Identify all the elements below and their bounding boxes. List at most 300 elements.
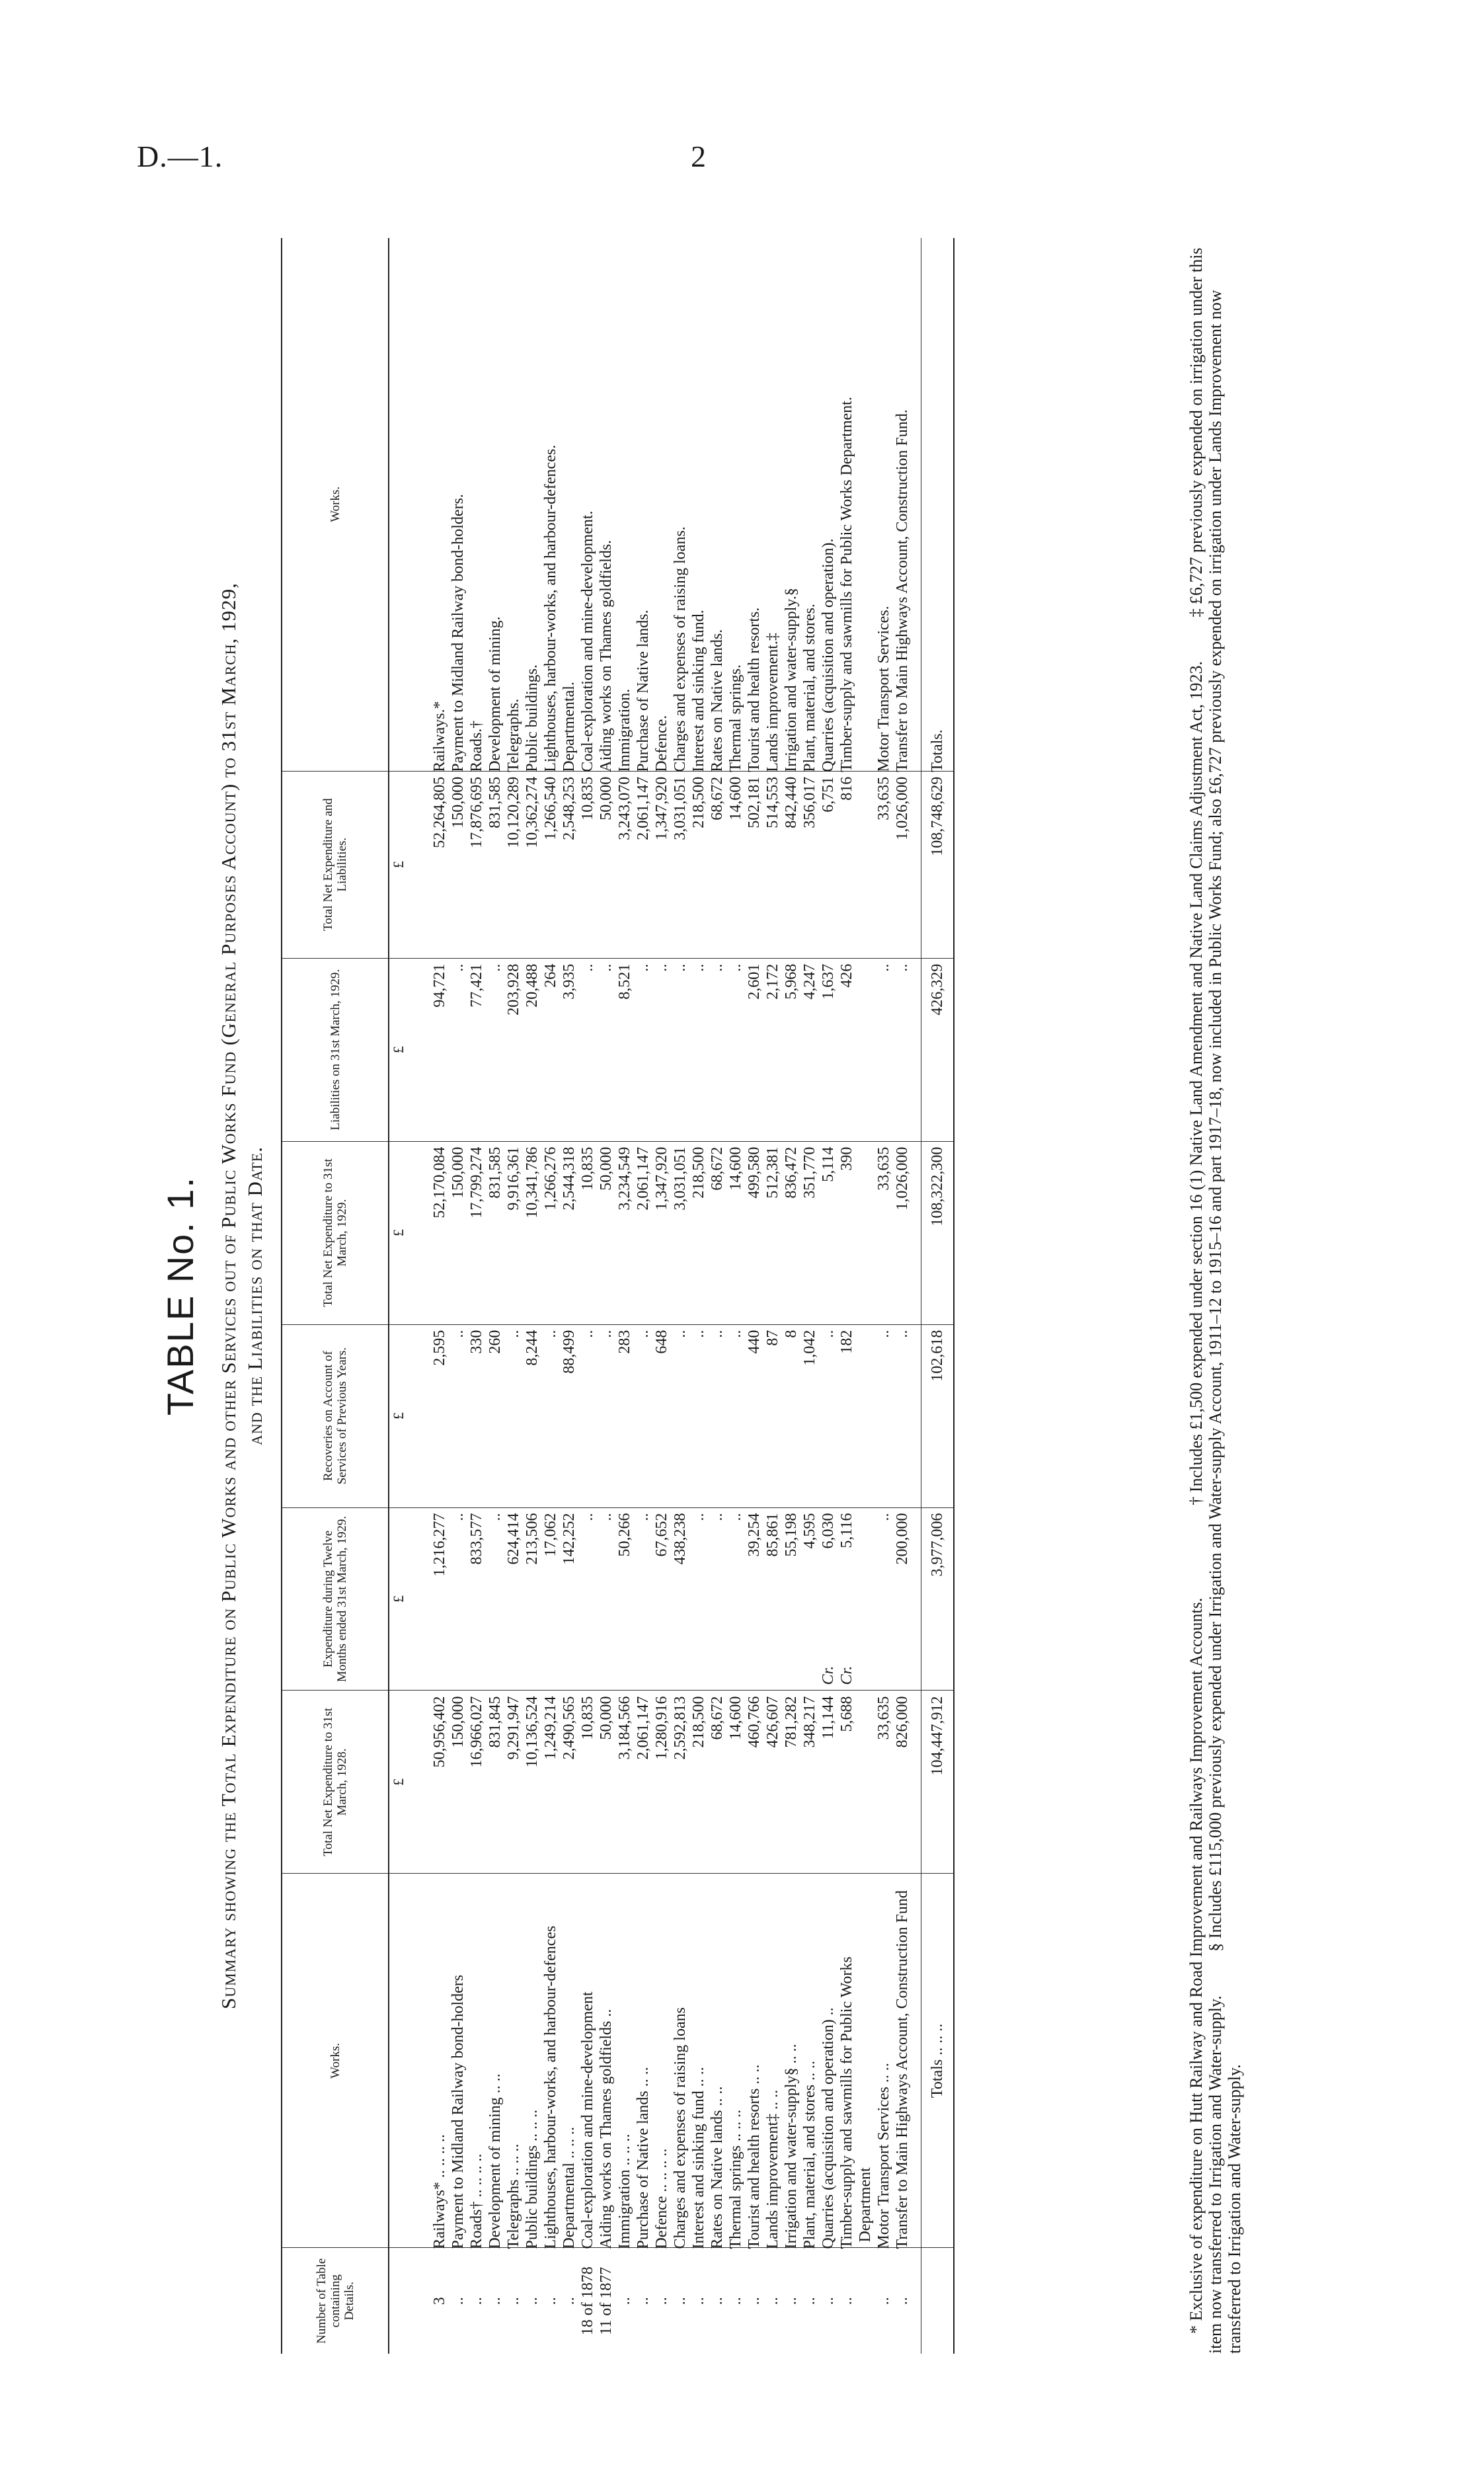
total-1929-cell: 2,544,318 <box>560 1141 578 1324</box>
total-1928-cell: 2,490,565 <box>560 1691 578 1874</box>
table-ref-cell: .. <box>875 2248 893 2354</box>
table-ref-cell: .. <box>449 2248 467 2354</box>
table-ref-cell: .. <box>745 2248 763 2354</box>
total-liabilities-cell: 50,000 <box>597 771 615 958</box>
expenditure-cell <box>893 1507 921 1691</box>
table-row <box>801 238 819 2354</box>
total-1928-cell: 2,061,147 <box>634 1691 652 1874</box>
page-code: D.—1. <box>137 140 223 173</box>
total-liabilities-cell: 842,440 <box>782 771 801 958</box>
table-row <box>671 238 689 2354</box>
table-works-right-cell: Irrigation and water-supply.§ <box>783 588 800 772</box>
table-row <box>782 238 801 2354</box>
expenditure-value: .. <box>449 1513 467 1521</box>
total-1929-cell: 836,472 <box>782 1141 801 1324</box>
table-works-cell: Rates on Native lands .. .. <box>708 1874 726 2248</box>
table-title-line2: and the Liabilities on that Date. <box>243 1146 266 1445</box>
totals-liab-cell: 426,329 <box>921 958 955 1141</box>
header-total-1929: Total Net Expenditure to 31st March, 1929. <box>282 1141 389 1324</box>
liabilities-cell: 426 <box>838 958 875 1141</box>
expenditure-cell <box>652 1507 671 1691</box>
liabilities-cell: .. <box>449 958 467 1141</box>
total-1929-cell: 1,026,000 <box>893 1141 921 1324</box>
expenditure-value: .. <box>690 1513 707 1521</box>
table-row <box>652 238 671 2354</box>
total-1928-cell: 831,845 <box>486 1691 504 1874</box>
total-1928-cell: 11,144 <box>819 1691 838 1874</box>
header-expenditure-year: Expenditure during Twelve Months ended 31st March, 1929. <box>282 1507 389 1691</box>
expenditure-value: .. <box>579 1513 596 1521</box>
table-works-cell: Telegraphs .. .. .. <box>504 1874 523 2248</box>
table-title-line1: Summary showing the Total Expenditure on Public Works and other Services out of Public Works Fund (General Purposes Account) to 31st March, 1929, <box>217 582 240 2009</box>
table-works-cell: Defence .. .. .. .. <box>652 1874 671 2248</box>
table-ref-cell: .. <box>652 2248 671 2354</box>
total-1929-cell: 1,266,276 <box>541 1141 560 1324</box>
header-works-right: Works. <box>282 238 389 771</box>
recoveries-cell: 1,042 <box>801 1324 819 1507</box>
total-1929-cell: 17,799,274 <box>467 1141 486 1324</box>
table-works-right-cell: Rates on Native lands. <box>709 629 726 772</box>
table-row <box>486 238 504 2354</box>
table-works-right-cell: Timber-supply and sawmills for Public Works Department. <box>838 397 855 772</box>
recoveries-cell: 330 <box>467 1324 486 1507</box>
total-1929-cell: 10,341,786 <box>523 1141 541 1324</box>
expenditure-cell <box>745 1507 763 1691</box>
total-liabilities-cell: 816 <box>838 771 875 958</box>
liabilities-cell: .. <box>689 958 708 1141</box>
table-ref-cell: .. <box>726 2248 745 2354</box>
table-row <box>597 238 615 2354</box>
expenditure-cell <box>634 1507 652 1691</box>
total-1928-cell: 781,282 <box>782 1691 801 1874</box>
expenditure-cell <box>449 1507 467 1691</box>
total-liabilities-cell: 831,585 <box>486 771 504 958</box>
table-works-cell: Development of mining .. .. <box>486 1874 504 2248</box>
table-works-right-cell: Payment to Midland Railway bond-holders. <box>449 494 467 772</box>
table-works-right-cell: Charges and expenses of raising loans. <box>672 526 689 772</box>
recoveries-cell: .. <box>504 1324 523 1507</box>
footnote-dagger: † Includes £1,500 expended under section 16 (1) Native Land Amendment and Native Land Claims Adjustment Act, 1923. <box>1187 660 1206 1505</box>
table-works-cell: Timber-supply and sawmills for Public Works Department <box>838 1874 875 2248</box>
credit-marker: Cr. <box>838 1665 855 1685</box>
liabilities-cell: .. <box>597 958 615 1141</box>
total-1928-cell: 218,500 <box>689 1691 708 1874</box>
total-1929-cell: 14,600 <box>726 1141 745 1324</box>
totals-tot-cell: 108,748,629 <box>921 771 955 958</box>
total-liabilities-cell: 514,553 <box>763 771 782 958</box>
expenditure-value: 17,062 <box>542 1513 559 1557</box>
total-1929-cell: 2,061,147 <box>634 1141 652 1324</box>
footnote-star: * Exclusive of expenditure on Hutt Railway and Road Improvement and Railways Improvement Accounts. <box>1187 1597 1206 2334</box>
table-works-right-cell: Motor Transport Services. <box>875 606 892 772</box>
total-1928-cell: 1,249,214 <box>541 1691 560 1874</box>
liabilities-cell: 2,601 <box>745 958 763 1141</box>
total-1929-cell: 5,114 <box>819 1141 838 1324</box>
total-1928-cell: 3,184,566 <box>615 1691 634 1874</box>
expenditure-cell <box>819 1507 838 1691</box>
table-ref-cell: .. <box>763 2248 782 2354</box>
table-row <box>745 238 763 2354</box>
totals-t1928-cell: 104,447,912 <box>921 1691 955 1874</box>
expenditure-cell <box>708 1507 726 1691</box>
recoveries-cell: 182 <box>838 1324 875 1507</box>
table-row <box>893 238 921 2354</box>
total-1929-cell: 3,031,051 <box>671 1141 689 1324</box>
table-works-right-cell: Aiding works on Thames goldfields. <box>598 539 615 772</box>
total-1929-cell: 3,234,549 <box>615 1141 634 1324</box>
table-row <box>467 238 486 2354</box>
expenditure-value: 1,216,277 <box>431 1513 448 1577</box>
table-row <box>708 238 726 2354</box>
liabilities-cell: .. <box>708 958 726 1141</box>
expenditure-value: .. <box>487 1513 504 1521</box>
total-1928-cell: 10,136,524 <box>523 1691 541 1874</box>
table-works-cell: Aiding works on Thames goldfields .. <box>597 1874 615 2248</box>
total-1929-cell: 390 <box>838 1141 875 1324</box>
spacer-row <box>408 238 430 2354</box>
table-ref-cell: .. <box>671 2248 689 2354</box>
totals-label: Totals .. .. .. <box>921 1874 955 2248</box>
liabilities-cell: .. <box>652 958 671 1141</box>
recoveries-cell: 283 <box>615 1324 634 1507</box>
total-liabilities-cell: 218,500 <box>689 771 708 958</box>
table-ref-cell: 11 of 1877 <box>597 2248 615 2354</box>
table-row <box>726 238 745 2354</box>
expenditure-value: .. <box>598 1513 615 1521</box>
expenditure-cell <box>838 1507 875 1691</box>
table-works-right-cell: Coal-exploration and mine-development. <box>579 510 596 772</box>
total-liabilities-cell: 1,266,540 <box>541 771 560 958</box>
header-number: Number of Table containing Details. <box>282 2248 389 2354</box>
table-row <box>763 238 782 2354</box>
liabilities-cell: .. <box>893 958 921 1141</box>
unit-symbol: £ <box>389 1141 408 1324</box>
table-ref-cell: .. <box>801 2248 819 2354</box>
expenditure-cell <box>763 1507 782 1691</box>
expenditure-value: 624,414 <box>505 1513 522 1565</box>
totals-exp-cell: 3,977,006 <box>921 1507 955 1691</box>
total-1928-cell: 50,000 <box>597 1691 615 1874</box>
table-works-right-cell: Railways.* <box>431 701 448 772</box>
expenditure-value: 39,254 <box>746 1513 763 1557</box>
table-ref-cell: .. <box>689 2248 708 2354</box>
expenditure-value: 142,252 <box>561 1513 578 1565</box>
expenditure-value: .. <box>875 1513 892 1521</box>
liabilities-cell: .. <box>486 958 504 1141</box>
credit-marker: Cr. <box>820 1665 837 1685</box>
table-ref-cell: 3 <box>430 2248 449 2354</box>
table-row <box>615 238 634 2354</box>
header-liabilities: Liabilities on 31st March, 1929. <box>282 958 389 1141</box>
expenditure-cell <box>430 1507 449 1691</box>
recoveries-cell: .. <box>578 1324 597 1507</box>
table-works-cell: Payment to Midland Railway bond-holders <box>449 1874 467 2248</box>
table-works-cell: Plant, material, and stores .. .. <box>801 1874 819 2248</box>
total-1929-cell: 10,835 <box>578 1141 597 1324</box>
total-1928-cell: 68,672 <box>708 1691 726 1874</box>
table-works-right-cell: Purchase of Native lands. <box>635 610 652 772</box>
unit-row <box>389 238 408 2354</box>
totals-rec-cell: 102,618 <box>921 1324 955 1507</box>
expenditure-value: 833,577 <box>468 1513 485 1565</box>
table-works-right-cell: Development of mining. <box>487 616 504 772</box>
liabilities-cell: .. <box>726 958 745 1141</box>
table-works-cell: Quarries (acquisition and operation) .. <box>819 1874 838 2248</box>
header-row <box>282 238 389 2354</box>
unit-symbol: £ <box>389 1324 408 1507</box>
table-works-right-cell: Plant, material, and stores. <box>801 604 818 772</box>
recoveries-cell: .. <box>893 1324 921 1507</box>
recoveries-cell: 2,595 <box>430 1324 449 1507</box>
expenditure-cell <box>578 1507 597 1691</box>
table-ref-cell: .. <box>486 2248 504 2354</box>
footnote-ddagger: ‡ £6,727 previously expended on irrigation under this item now transferred to Irrigation and Water-supply. <box>1187 247 1225 2354</box>
table-ref-cell: .. <box>523 2248 541 2354</box>
footnotes <box>1187 238 1244 2354</box>
expenditure-cell <box>504 1507 523 1691</box>
expenditure-value: 213,506 <box>524 1513 541 1565</box>
total-1928-cell: 33,635 <box>875 1691 893 1874</box>
recoveries-cell: .. <box>726 1324 745 1507</box>
rotated-table-block <box>159 238 1282 2354</box>
table-ref-cell: .. <box>467 2248 486 2354</box>
expenditure-value: 50,266 <box>616 1513 633 1557</box>
total-1928-cell: 16,966,027 <box>467 1691 486 1874</box>
table-works-cell: Transfer to Main Highways Account, Construction Fund <box>893 1874 921 2248</box>
total-1928-cell: 50,956,402 <box>430 1691 449 1874</box>
liabilities-cell: 1,637 <box>819 958 838 1141</box>
header-total-liabilities: Total Net Expenditure and Liabilities. <box>282 771 389 958</box>
expenditure-cell <box>726 1507 745 1691</box>
total-1928-cell: 10,835 <box>578 1691 597 1874</box>
recoveries-cell: 88,499 <box>560 1324 578 1507</box>
liabilities-cell: 77,421 <box>467 958 486 1141</box>
total-liabilities-cell: 150,000 <box>449 771 467 958</box>
total-liabilities-cell: 1,026,000 <box>893 771 921 958</box>
table-works-cell: Public buildings .. .. .. <box>523 1874 541 2248</box>
table-works-cell: Immigration .. .. .. <box>615 1874 634 2248</box>
total-1929-cell: 218,500 <box>689 1141 708 1324</box>
header-total-1928: Total Net Expenditure to 31st March, 1928. <box>282 1691 389 1874</box>
table-works-right-cell: Immigration. <box>616 688 633 772</box>
liabilities-cell: .. <box>634 958 652 1141</box>
total-liabilities-cell: 52,264,805 <box>430 771 449 958</box>
expenditure-value: 200,000 <box>894 1513 911 1565</box>
total-liabilities-cell: 356,017 <box>801 771 819 958</box>
table-works-cell: Motor Transport Services .. .. <box>875 1874 893 2248</box>
total-1928-cell: 426,607 <box>763 1691 782 1874</box>
liabilities-cell: 20,488 <box>523 958 541 1141</box>
expenditure-cell <box>541 1507 560 1691</box>
table-works-cell: Coal-exploration and mine-development <box>578 1874 597 2248</box>
total-1929-cell: 52,170,084 <box>430 1141 449 1324</box>
total-1929-cell: 9,916,361 <box>504 1141 523 1324</box>
total-1929-cell: 1,347,920 <box>652 1141 671 1324</box>
liabilities-cell: 8,521 <box>615 958 634 1141</box>
expenditure-value: 67,652 <box>653 1513 670 1557</box>
table-works-cell: Purchase of Native lands .. .. <box>634 1874 652 2248</box>
expenditure-value: .. <box>727 1513 744 1521</box>
expenditure-cell <box>486 1507 504 1691</box>
table-row <box>689 238 708 2354</box>
table-works-right-cell: Telegraphs. <box>505 698 522 772</box>
total-1929-cell: 351,770 <box>801 1141 819 1324</box>
expenditure-cell <box>560 1507 578 1691</box>
table-heading: TABLE No. 1. <box>159 1176 201 1416</box>
table-works-right-cell: Quarries (acquisition and operation). <box>820 538 837 772</box>
table-row <box>560 238 578 2354</box>
recoveries-cell: 648 <box>652 1324 671 1507</box>
recoveries-cell: 87 <box>763 1324 782 1507</box>
liabilities-cell: 94,721 <box>430 958 449 1141</box>
total-1929-cell: 499,580 <box>745 1141 763 1324</box>
table-works-cell: Lighthouses, harbour-works, and harbour-defences <box>541 1874 560 2248</box>
header-recoveries: Recoveries on Account of Services of Previous Years. <box>282 1324 389 1507</box>
liabilities-cell: 3,935 <box>560 958 578 1141</box>
expenditure-cell <box>801 1507 819 1691</box>
unit-symbol: £ <box>389 1507 408 1691</box>
table-row <box>523 238 541 2354</box>
table-ref-cell: .. <box>504 2248 523 2354</box>
table-ref-cell: 18 of 1878 <box>578 2248 597 2354</box>
summary-table <box>281 238 955 2354</box>
expenditure-value: 4,595 <box>801 1513 818 1549</box>
table-row <box>504 238 523 2354</box>
total-liabilities-cell: 6,751 <box>819 771 838 958</box>
table-works-right-cell: Departmental. <box>561 682 578 772</box>
total-1929-cell: 68,672 <box>708 1141 726 1324</box>
table-ref-cell: .. <box>541 2248 560 2354</box>
header-works: Works. <box>282 1874 389 2248</box>
recoveries-cell: .. <box>819 1324 838 1507</box>
totals-label-right: Totals. <box>921 238 955 771</box>
liabilities-cell: .. <box>578 958 597 1141</box>
liabilities-cell: 4,247 <box>801 958 819 1141</box>
total-1929-cell: 50,000 <box>597 1141 615 1324</box>
total-1929-cell: 512,381 <box>763 1141 782 1324</box>
total-liabilities-cell: 14,600 <box>726 771 745 958</box>
table-ref-cell: .. <box>893 2248 921 2354</box>
total-1928-cell: 826,000 <box>893 1691 921 1874</box>
expenditure-cell <box>875 1507 893 1691</box>
table-works-cell: Roads† .. .. .. .. <box>467 1874 486 2248</box>
total-liabilities-cell: 33,635 <box>875 771 893 958</box>
table-works-right-cell: Public buildings. <box>524 664 541 772</box>
table-ref-cell: .. <box>782 2248 801 2354</box>
page-number: 2 <box>691 140 706 173</box>
liabilities-cell: 5,968 <box>782 958 801 1141</box>
total-liabilities-cell: 1,347,920 <box>652 771 671 958</box>
totals-row <box>921 238 955 2354</box>
recoveries-cell: .. <box>708 1324 726 1507</box>
liabilities-cell: .. <box>875 958 893 1141</box>
expenditure-value: 5,116 <box>838 1513 855 1548</box>
total-1928-cell: 460,766 <box>745 1691 763 1874</box>
table-body <box>389 238 954 2354</box>
table-works-right-cell: Lands improvement.‡ <box>764 633 781 772</box>
table-row <box>875 238 893 2354</box>
table-row <box>634 238 652 2354</box>
recoveries-cell: 8,244 <box>523 1324 541 1507</box>
table-ref-cell: .. <box>560 2248 578 2354</box>
table-ref-cell: .. <box>634 2248 652 2354</box>
unit-symbol: £ <box>389 1691 408 1874</box>
expenditure-value: 55,198 <box>783 1513 800 1557</box>
unit-symbol: £ <box>389 771 408 958</box>
total-1929-cell: 150,000 <box>449 1141 467 1324</box>
table-row <box>578 238 597 2354</box>
total-1929-cell: 33,635 <box>875 1141 893 1324</box>
table-row <box>819 238 838 2354</box>
table-works-cell: Lands improvement‡ .. .. <box>763 1874 782 2248</box>
expenditure-value: .. <box>709 1513 726 1521</box>
total-1929-cell: 831,585 <box>486 1141 504 1324</box>
total-liabilities-cell: 10,120,289 <box>504 771 523 958</box>
total-1928-cell: 1,280,916 <box>652 1691 671 1874</box>
table-works-cell: Interest and sinking fund .. .. <box>689 1874 708 2248</box>
recoveries-cell: .. <box>449 1324 467 1507</box>
expenditure-value: .. <box>635 1513 652 1521</box>
recoveries-cell: .. <box>875 1324 893 1507</box>
table-works-cell: Thermal springs .. .. .. <box>726 1874 745 2248</box>
expenditure-cell <box>671 1507 689 1691</box>
table-row <box>430 238 449 2354</box>
table-works-right-cell: Interest and sinking fund. <box>690 610 707 772</box>
expenditure-value: 6,030 <box>820 1513 837 1549</box>
table-works-cell: Railways* .. .. .. .. <box>430 1874 449 2248</box>
table-row <box>541 238 560 2354</box>
recoveries-cell: 260 <box>486 1324 504 1507</box>
expenditure-cell <box>597 1507 615 1691</box>
table-works-right-cell: Transfer to Main Highways Account, Construction Fund. <box>894 409 911 772</box>
total-liabilities-cell: 2,548,253 <box>560 771 578 958</box>
total-1928-cell: 2,592,813 <box>671 1691 689 1874</box>
table-works-right-cell: Tourist and health resorts. <box>746 607 763 772</box>
total-1928-cell: 5,688 <box>838 1691 875 1874</box>
totals-ref-cell <box>921 2248 955 2354</box>
total-liabilities-cell: 2,061,147 <box>634 771 652 958</box>
total-liabilities-cell: 10,362,274 <box>523 771 541 958</box>
table-works-cell: Irrigation and water-supply§ .. .. <box>782 1874 801 2248</box>
table-row <box>449 238 467 2354</box>
table-row <box>838 238 875 2354</box>
table-works-right-cell: Defence. <box>653 715 670 772</box>
table-works-cell: Departmental .. .. .. <box>560 1874 578 2248</box>
total-liabilities-cell: 3,031,051 <box>671 771 689 958</box>
table-works-right-cell: Lighthouses, harbour-works, and harbour-defences. <box>542 444 559 772</box>
recoveries-cell: 440 <box>745 1324 763 1507</box>
recoveries-cell: .. <box>541 1324 560 1507</box>
liabilities-cell: 264 <box>541 958 560 1141</box>
total-liabilities-cell: 10,835 <box>578 771 597 958</box>
totals-t1929-cell: 108,322,300 <box>921 1141 955 1324</box>
total-1928-cell: 9,291,947 <box>504 1691 523 1874</box>
table-works-right-cell: Roads.† <box>468 720 485 772</box>
recoveries-cell: .. <box>597 1324 615 1507</box>
footnote-section: § Includes £115,000 previously expended under Irrigation and Water-supply Account, 1911–12 to 1915–16 and part 1917–18, now included in Public Works Fund; also £6,727 previously expended on irrigation under Lands Improvement now transferred to Irrigation and Water-supply. <box>1206 290 1244 2354</box>
expenditure-cell <box>615 1507 634 1691</box>
total-liabilities-cell: 17,876,695 <box>467 771 486 958</box>
liabilities-cell: 203,928 <box>504 958 523 1141</box>
expenditure-cell <box>782 1507 801 1691</box>
total-liabilities-cell: 3,243,070 <box>615 771 634 958</box>
total-liabilities-cell: 502,181 <box>745 771 763 958</box>
liabilities-cell: 2,172 <box>763 958 782 1141</box>
total-1928-cell: 150,000 <box>449 1691 467 1874</box>
unit-symbol: £ <box>389 958 408 1141</box>
table-works-cell: Tourist and health resorts .. .. <box>745 1874 763 2248</box>
total-liabilities-cell: 68,672 <box>708 771 726 958</box>
